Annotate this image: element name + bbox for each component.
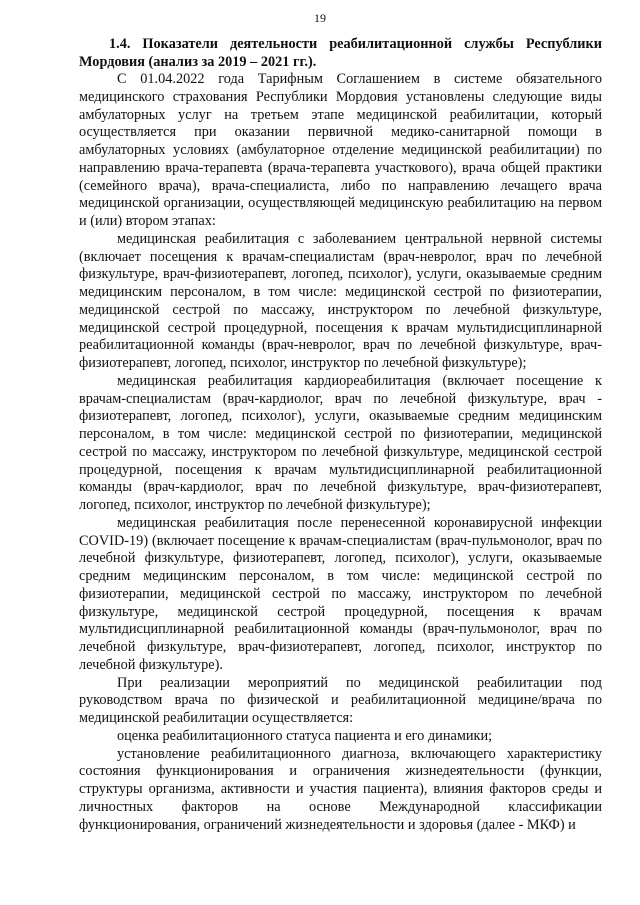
paragraph-intro: С 01.04.2022 года Тарифным Соглашением в системе обязательного медицинского страхования Республики Мордовия установлены следующие виды амбулаторных услуг на третьем этапе медицинской реабилитации, который осуществляется при оказании первичной медико-санитарной помощи в амбулаторных условиях (амбулаторное отделение медицинской реабилитации) по направлению врача-терапевта (врача-терапевта участкового), врача общей практики (семейного врача), врача-специалиста, либо по направлению лечащего врача медицинской организации, осуществляющей медицинскую реабилитацию на первом и (или) втором этапах: bbox=[79, 71, 602, 229]
paragraph-status-assessment: оценка реабилитационного статуса пациента и его динамики; bbox=[117, 727, 493, 744]
paragraph-diagnosis: установление реабилитационного диагноза, включающего характеристику состояния функционирования и ограничения жизнедеятельности (функции, структуры организма, активности и участия пациента), влияния факторов среды и личностных факторов на основе Международной классификации функционирования, ограничений жизнедеятельности и здоровья (далее - МКФ) и bbox=[79, 745, 602, 833]
page-number: 19 bbox=[314, 11, 326, 25]
paragraph-implementation: При реализации мероприятий по медицинской реабилитации под руководством врача по физической и реабилитационной медицине/врача по медицинской реабилитации осуществляется: bbox=[79, 674, 602, 726]
paragraph-cardio-rehabilitation: медицинская реабилитация кардиореабилитация (включает посещение к врачам-специалистам (врач-кардиолог, врач по лечебной физкультуре, врач - физиотерапевт, логопед, психолог), услуги, оказываемые средним медицинским персоналом, в том числе: медицинской сестрой по физиотерапии, медицинской сестрой по массажу, инструктором по лечебной физкультуре, медицинской сестрой процедурной, посещения к врачам мультидисциплинарной реабилитационной команды (врач-кардиолог, врач по лечебной физкультуре, врач-физиотерапевт, логопед, психолог, инструктор по лечебной физкультуре); bbox=[79, 372, 602, 513]
page-content bbox=[79, 36, 602, 834]
paragraph-cns-rehabilitation: медицинская реабилитация с заболеванием центральной нервной системы (включает посещения к врачам-специалистам (врач-невролог, врач по лечебной физкультуре, врач-физиотерапевт, логопед, психолог), услуги, оказываемые средним медицинским персоналом, в том числе: медицинской сестрой по физиотерапии, медицинской сестрой по массажу, инструктором по лечебной физкультуре, медицинской сестрой процедурной, посещения к врачам мультидисциплинарной реабилитационной команды (врач-невролог, врач по лечебной физкультуре, врач-физиотерапевт, логопед, психолог, инструктор по лечебной физкультуре); bbox=[79, 230, 602, 371]
paragraph-covid-rehabilitation: медицинская реабилитация после перенесенной коронавирусной инфекции COVID-19) (включает посещение к врачам-специалистам (врач-пульмонолог, врач по лечебной физкультуре, физиотерапевт, логопед, психолог), услуги, оказываемые средним медицинским персоналом, в том числе: медицинской сестрой по физиотерапии, медицинской сестрой по массажу, инструктором по лечебной физкультуре, медицинской сестрой процедурной, посещения к врачам мультидисциплинарной реабилитационной команды (врач-пульмонолог, врач по лечебной физкультуре, врач-физиотерапевт, логопед, психолог, инструктор по лечебной физкультуре). bbox=[79, 514, 602, 673]
section-heading: 1.4. Показатели деятельности реабилитационной службы Республики Мордовия (анализ за 2019 – 2021 гг.). bbox=[79, 36, 602, 70]
